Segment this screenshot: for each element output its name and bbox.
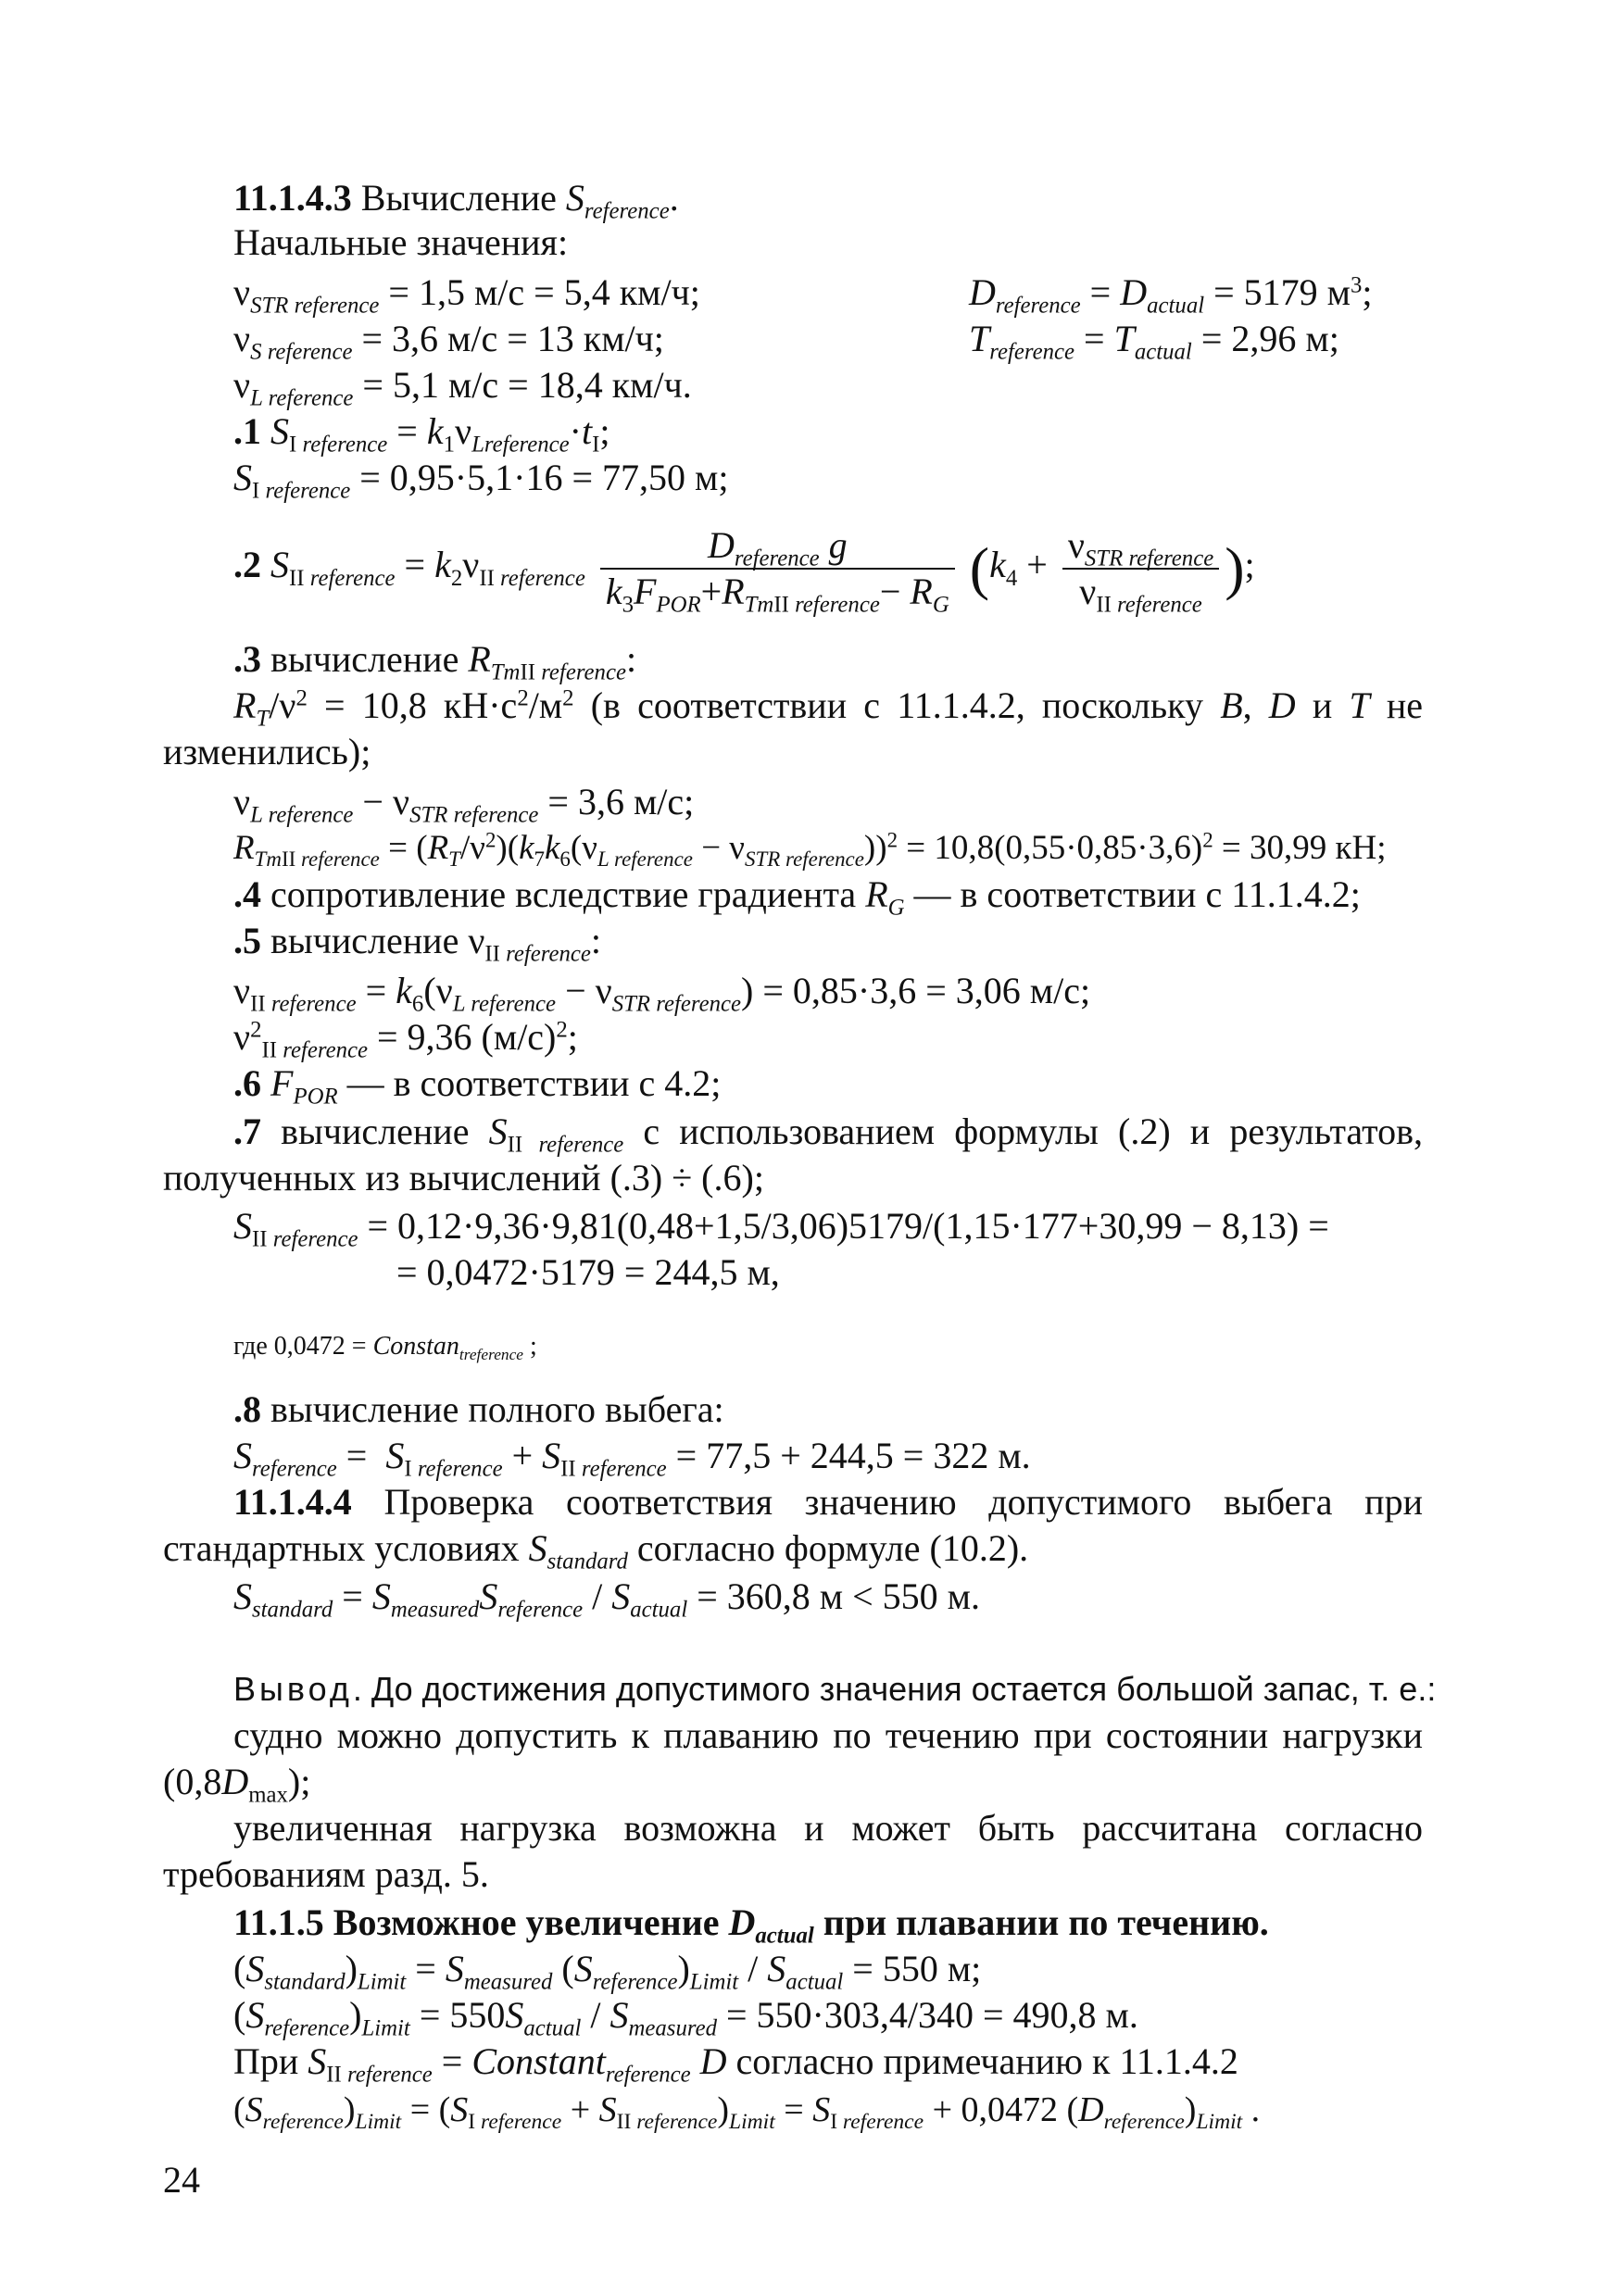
section-11-1-5-heading: 11.1.5 Возможное увеличение $D_{actual}$ при плавании по течению. [233,1901,1269,1949]
section-11-1-4-4-line1: 11.1.4.4 Проверка соответствия значению допустимого выбега при [233,1481,1423,1523]
initial-values-label: Начальные значения: [233,221,569,263]
t-ref-line: $T_{reference} = T_{actual} = 2,96$ м; [969,318,1339,365]
step7-calc2: = 0,0472·5179 = 244,5 м, [396,1251,780,1293]
step8-calc: $S_{reference} = S_I$ $_{reference} + S_{II}$ $_{reference}$ = 77,5 + 244,5 = 322 м. [233,1435,1031,1482]
step2-formula: .2 $S_{II}$ $_{reference} = k_2\nu_{II}$ $_{reference}$ $\frac{D_{reference} g}{k_3F_{POR}+R_{TmII} _{reference}- R_G}$ ($k_4$ + $\frac{\nu_{STR reference}}{\nu_{II} _{reference}}$ ); [233,524,1255,618]
conclusion-line4: увеличенная нагрузка возможна и может быть рассчитана согласно [233,1807,1423,1849]
step1-calc: $S_I$ $_{reference}$ = 0,95·5,1·16 = 77,50 м; [233,457,729,504]
step7-line2: полученных из вычислений (.3) ÷ (.6); [163,1157,764,1198]
step3-line2: изменились); [163,731,371,772]
step7-line1: .7 вычисление $S_{II}$ $_{reference}$ с использованием формулы (.2) и результатов, [233,1110,1423,1158]
step5-line1: $\nu_{II}$ $_{reference} = k_6(\nu_{L reference} - \nu_{STR reference}) = 0,85\cdot 3,6 = 3,06$ м/с; [233,970,1091,1017]
step4: .4 сопротивление вследствие градиента $R_G$ — в соответствии с 11.1.4.2; [233,873,1361,921]
page-number: 24 [163,2159,200,2201]
section-11-1-4-4-calc: $S_{standard} = S_{measured}S_{reference} / S_{actual} = 360,8$ м < 550 м. [233,1575,980,1623]
section-11-1-5-line1: $(S_{standard})_{Limit} = S_{measured}$ $(S_{reference})_{Limit} / S_{actual} = 550$ м; [233,1948,982,1995]
d-ref-line: $D_{reference} = D_{actual} = 5179$ $м^3$; [969,271,1373,319]
section-11-1-5-line2: $(S_{reference})_{Limit} = 550S_{actual} / S_{measured} = 550\cdot 303,4/340 = 490,8$ м. [233,1994,1138,2041]
section-number: 11.1.4.3 [233,177,352,219]
step2-fraction-2: $\frac{\nu_{STR reference}}{\nu_{II} _{reference}}$ [1062,523,1219,614]
heading-text: Вычисление $S_{reference}$. [360,177,679,224]
v-s-line: $\nu_{S reference} = 3,6$ м/с = 13 км/ч; [233,318,664,365]
section-heading-11-1-4-3 [233,176,679,224]
section-11-1-5-line4: $(S_{reference})_{Limit} = (S_I$ $_{reference} + S_{II}$ $_{reference})_{Limit} = S_I$ $_{reference}$ + 0,0472 $(D_{reference})_{Limit}$ . [233,2090,1261,2135]
step3-line3: $\nu_{L reference} - \nu_{STR reference} = 3,6$ м/с; [233,781,695,828]
step3-line4: $R_{TmII}$ $_{reference} = (R_T/\nu^2)(k_7k_6(\nu_{L reference} - \nu_{STR reference}))^2 = 10,8(0,55\cdot 0,85\cdot 3,6)^2 = 30,99$ кН; [233,828,1387,872]
v-l-line: $\nu_{L reference} = 5,1$ м/с = 18,4 км/ч. [233,364,692,411]
conclusion-line5: требованиям разд. 5. [163,1853,489,1895]
section-11-1-5-line3: При $S_{II}$ $_{reference}$ = Constant$_{reference}$ D согласно примечанию к 11.1.4.2 [233,2040,1238,2088]
step5-heading: .5 вычисление $\nu_{II}$ $_{reference}$: [233,920,602,967]
step3-line1: $R_T/\nu^2 = 10,8$ $кН\cdot с^2/м^2$ (в соответствии с 11.1.4.2, поскольку B, D и T не [233,684,1424,732]
step6: .6 $F_{POR}$ — в соответствии с 4.2; [233,1062,722,1110]
step3-heading: .3 вычисление $R_{TmII}$ $_{reference}$: [233,638,637,685]
step7-calc1: $S_{II}$ $_{reference}$ = 0,12·9,36·9,81(0,48+1,5/3,06)5179/(1,15·177+30,99 − 8,13) = [233,1205,1329,1252]
step8-heading: .8 вычисление полного выбега: [233,1388,724,1430]
step5-line2: $\nu^2_{II}$ $_{reference}$ = 9,36 $(м/с)^2$; [233,1016,578,1063]
section-11-1-4-4-line2: стандартных условиях $S_{standard}$ согласно формуле (10.2). [163,1527,1029,1575]
v-str-line: $\nu_{STR reference} = 1,5$ м/с = 5,4 км/ч; [233,271,700,319]
step1-formula: .1 $S_I$ $_{reference} = k_1\nu_{Lreference}\cdot t_I$; [233,410,610,458]
step7-note: где 0,0472 = Constan$_{treference}$ ; [233,1332,537,1364]
conclusion-line3: $(0,8D_{max})$; [163,1761,311,1808]
conclusion-line1: Вывод. До достижения допустимого значения остается большой запас, т. е.: [233,1670,1437,1708]
step2-fraction: $\frac{D_{reference} g}{k_3F_{POR}+R_{TmII} _{reference}- R_G}$ [600,523,955,614]
conclusion-line2: судно можно допустить к плаванию по течению при состоянии нагрузки [233,1714,1423,1756]
